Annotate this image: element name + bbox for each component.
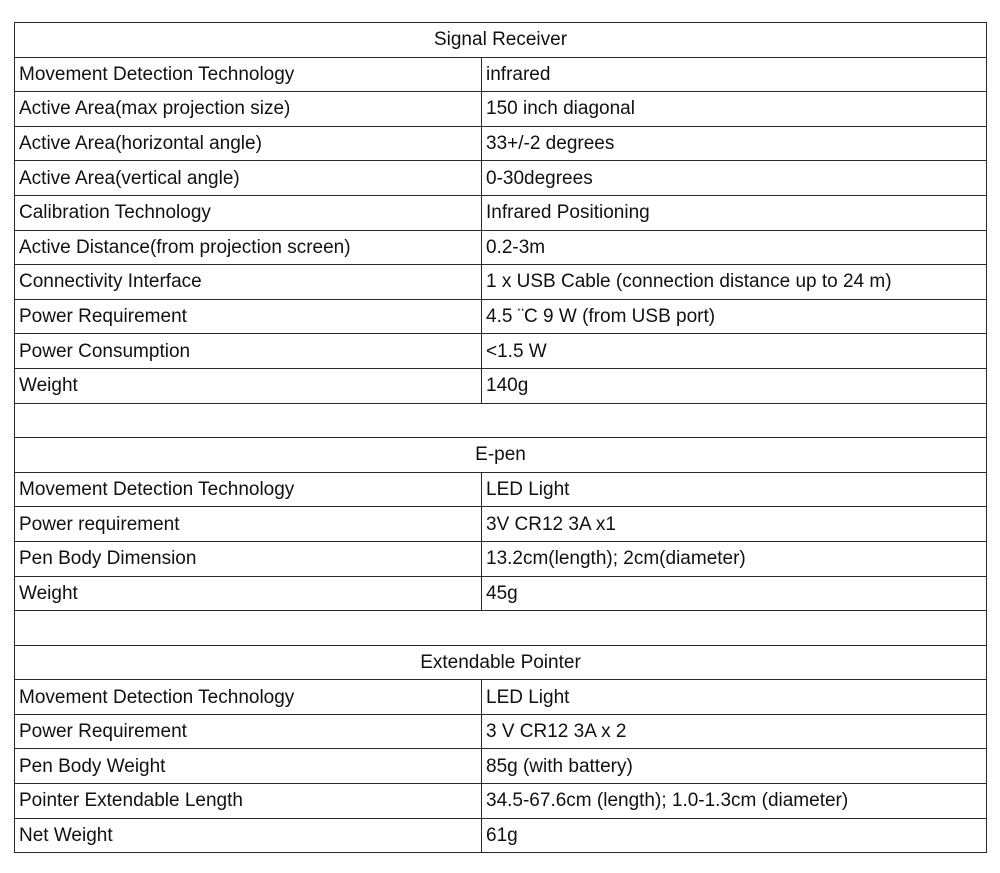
spec-label: Power Requirement [15, 299, 482, 334]
spec-label: Power requirement [15, 507, 482, 542]
table-row [15, 265, 987, 300]
spec-value: 4.5 ¨C 9 W (from USB port) [482, 299, 987, 334]
section-header-row [15, 645, 987, 680]
table-row [15, 576, 987, 611]
table-row [15, 541, 987, 576]
spec-value: 140g [482, 368, 987, 403]
spacer-row [15, 611, 987, 646]
spec-label: Power Requirement [15, 714, 482, 749]
table-row [15, 749, 987, 784]
table-row [15, 230, 987, 265]
section-header-row [15, 438, 987, 473]
spec-value: 1 x USB Cable (connection distance up to 24 m) [482, 265, 987, 300]
spec-label: Weight [15, 576, 482, 611]
spec-label: Movement Detection Technology [15, 680, 482, 715]
spec-label: Active Distance(from projection screen) [15, 230, 482, 265]
spec-label: Weight [15, 368, 482, 403]
spacer-cell [15, 403, 987, 438]
spec-table-body [15, 23, 987, 853]
spec-value: <1.5 W [482, 334, 987, 369]
table-row [15, 368, 987, 403]
section-title: E-pen [15, 438, 987, 473]
spec-label: Pen Body Dimension [15, 541, 482, 576]
table-row [15, 299, 987, 334]
spec-value: infrared [482, 57, 987, 92]
spec-label: Movement Detection Technology [15, 472, 482, 507]
table-row [15, 818, 987, 853]
spec-table [14, 22, 987, 853]
spec-label: Connectivity Interface [15, 265, 482, 300]
table-row [15, 334, 987, 369]
table-row [15, 784, 987, 819]
spec-label: Power Consumption [15, 334, 482, 369]
spec-value: LED Light [482, 472, 987, 507]
table-row [15, 126, 987, 161]
spec-label: Net Weight [15, 818, 482, 853]
spec-label: Pen Body Weight [15, 749, 482, 784]
spec-value: 61g [482, 818, 987, 853]
spec-value: LED Light [482, 680, 987, 715]
table-row [15, 195, 987, 230]
table-row [15, 507, 987, 542]
table-row [15, 161, 987, 196]
table-row [15, 92, 987, 127]
table-row [15, 57, 987, 92]
section-title: Extendable Pointer [15, 645, 987, 680]
spacer-row [15, 403, 987, 438]
spec-value: 150 inch diagonal [482, 92, 987, 127]
spacer-cell [15, 611, 987, 646]
spec-label: Movement Detection Technology [15, 57, 482, 92]
spec-value: 34.5-67.6cm (length); 1.0-1.3cm (diameter) [482, 784, 987, 819]
spec-value: 85g (with battery) [482, 749, 987, 784]
spec-label: Active Area(vertical angle) [15, 161, 482, 196]
spec-value: Infrared Positioning [482, 195, 987, 230]
section-title: Signal Receiver [15, 23, 987, 58]
spec-value: 45g [482, 576, 987, 611]
section-header-row [15, 23, 987, 58]
table-row [15, 472, 987, 507]
spec-label: Active Area(horizontal angle) [15, 126, 482, 161]
spec-value: 3V CR12 3A x1 [482, 507, 987, 542]
table-row [15, 714, 987, 749]
table-row [15, 680, 987, 715]
spec-label: Pointer Extendable Length [15, 784, 482, 819]
spec-label: Active Area(max projection size) [15, 92, 482, 127]
spec-value: 13.2cm(length); 2cm(diameter) [482, 541, 987, 576]
spec-value: 3 V CR12 3A x 2 [482, 714, 987, 749]
spec-label: Calibration Technology [15, 195, 482, 230]
spec-value: 0.2-3m [482, 230, 987, 265]
spec-value: 0-30degrees [482, 161, 987, 196]
spec-value: 33+/-2 degrees [482, 126, 987, 161]
